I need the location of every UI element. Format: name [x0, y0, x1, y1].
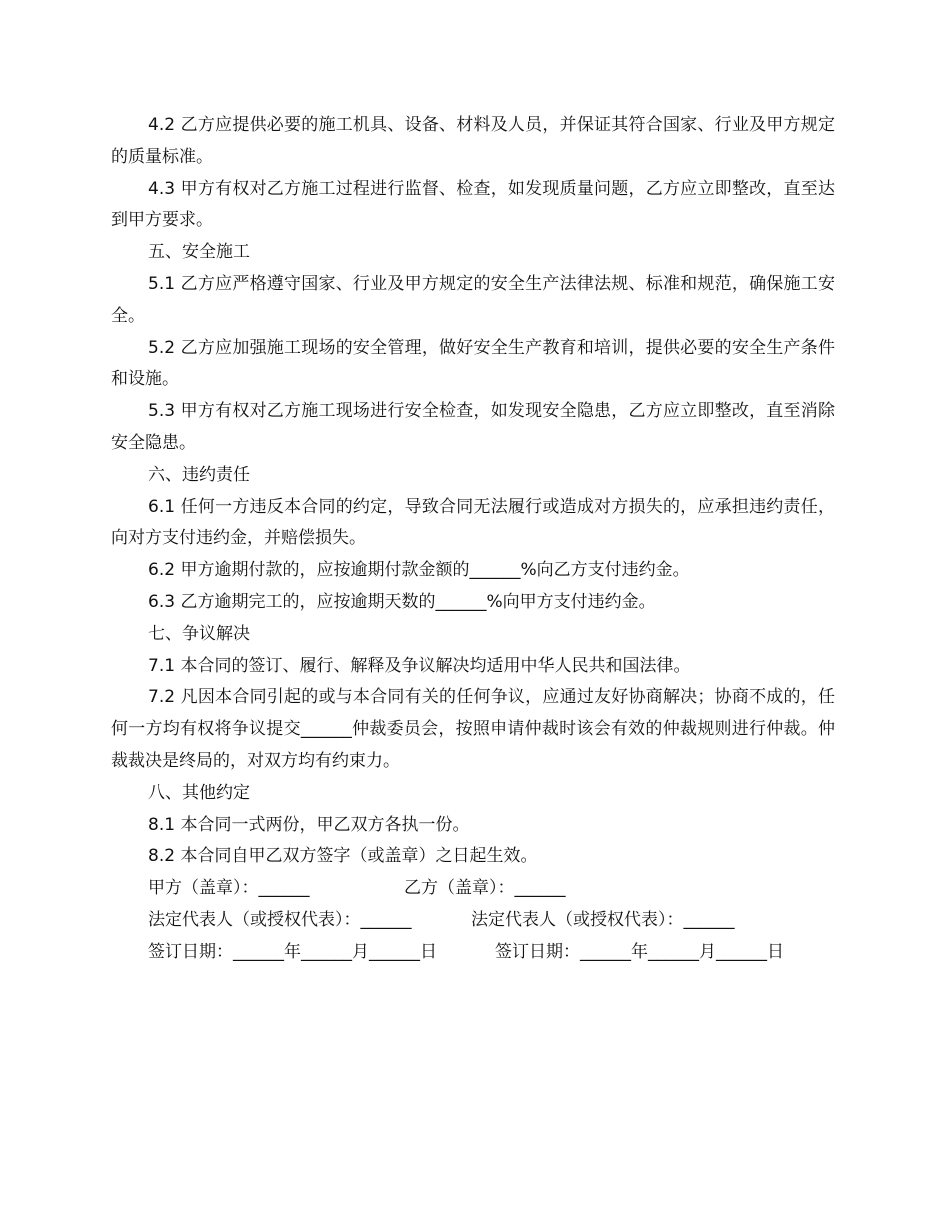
- clause-5-2: 5.2 乙方应加强施工现场的安全管理，做好安全生产教育和培训，提供必要的安全生产条件和设施。: [111, 337, 835, 390]
- clause-6-3: 6.3 乙方逾期完工的，应按逾期天数的______%向甲方支付违约金。: [148, 591, 656, 612]
- party-a-representative: 法定代表人（或授权代表）：______: [148, 909, 412, 930]
- section-heading-5: 五、安全施工: [148, 242, 250, 263]
- party-a-sign-date: 签订日期：______年______月______日: [148, 941, 437, 962]
- party-b-representative: 法定代表人（或授权代表）：______: [471, 909, 735, 930]
- clause-7-2: 7.2 凡因本合同引起的或与本合同有关的任何争议，应通过友好协商解决；协商不成的，任何一方均有权将争议提交______仲裁委员会，按照申请仲裁时该会有效的仲裁规则进行仲裁。仲裁裁决是终局的，对双方均有约束力。: [111, 687, 835, 771]
- party-b-sign-date: 签订日期：______年______月______日: [495, 941, 784, 962]
- section-heading-8: 八、其他约定: [148, 782, 250, 803]
- clause-5-3: 5.3 甲方有权对乙方施工现场进行安全检查，如发现安全隐患，乙方应立即整改，直至消除安全隐患。: [111, 401, 835, 453]
- clause-6-2: 6.2 甲方逾期付款的，应按逾期付款金额的______%向乙方支付违约金。: [148, 560, 690, 581]
- contract-body: [111, 110, 835, 969]
- signature-seal-row: [111, 873, 835, 905]
- clause-4-2: 4.2 乙方应提供必要的施工机具、设备、材料及人员，并保证其符合国家、行业及甲方规定的质量标准。: [111, 115, 835, 167]
- clause-8-1: 8.1 本合同一式两份，甲乙双方各执一份。: [148, 814, 470, 835]
- clause-7-1: 7.1 本合同的签订、履行、解释及争议解决均适用中华人民共和国法律。: [148, 655, 691, 676]
- clause-8-2: 8.2 本合同自甲乙双方签字（或盖章）之日起生效。: [148, 846, 538, 867]
- clause-6-1: 6.1 任何一方违反本合同的约定，导致合同无法履行或造成对方损失的，应承担违约责任，向对方支付违约金，并赔偿损失。: [111, 496, 835, 549]
- clause-4-3: 4.3 甲方有权对乙方施工过程进行监督、检查，如发现质量问题，乙方应立即整改，直至达到甲方要求。: [111, 178, 835, 231]
- party-a-seal: 甲方（盖章）：______: [148, 878, 310, 899]
- clause-5-1: 5.1 乙方应严格遵守国家、行业及甲方规定的安全生产法律法规、标准和规范，确保施工安全。: [111, 273, 835, 326]
- section-heading-6: 六、违约责任: [148, 464, 250, 485]
- section-heading-7: 七、争议解决: [148, 623, 250, 644]
- party-b-seal: 乙方（盖章）：______: [404, 878, 566, 899]
- signature-date-row: [111, 937, 835, 969]
- signature-rep-row: [111, 905, 835, 937]
